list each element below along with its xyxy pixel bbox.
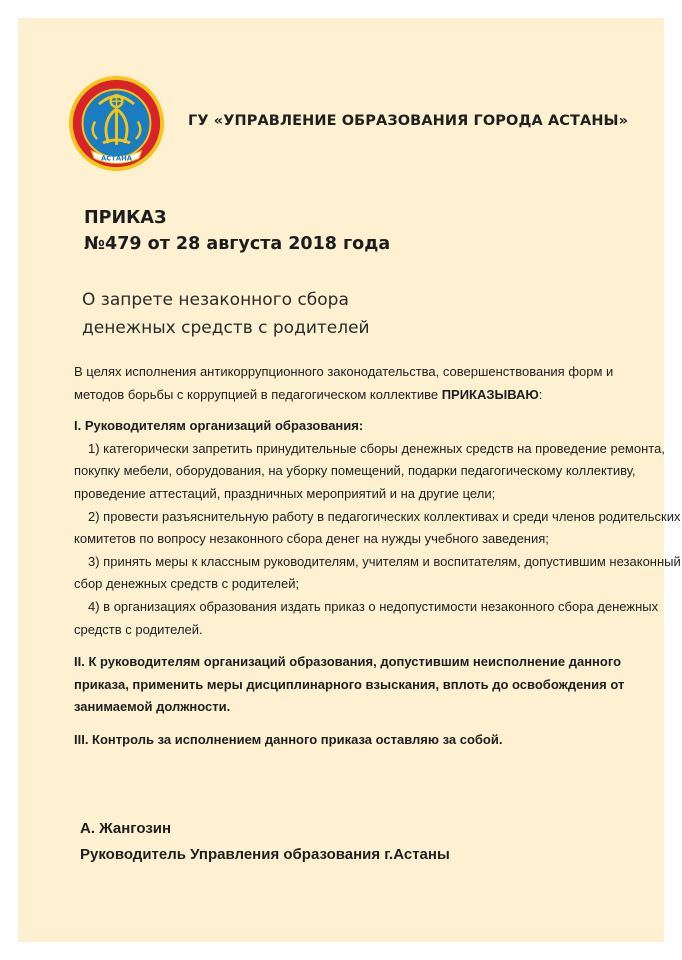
intro-line [74,384,674,407]
astana-emblem-icon [68,75,165,172]
section-3-line: III. Контроль за исполнением данного приказа оставляю за собой. [74,731,503,747]
order-body [74,361,681,752]
section-1-heading: I. Руководителям организаций образования: [74,418,364,434]
signature-block [80,816,450,868]
signatory-name: А. Жангозин [80,820,172,837]
order-subject [82,286,370,342]
section-2-line: II. К руководителям организаций образования, допустившим неисполнение данного [74,654,622,670]
item-1-line: 1) категорически запретить принудительные сборы денежных средств на проведение ремонта, [88,440,665,456]
intro-order-word: ПРИКАЗЫВАЮ [441,386,539,402]
svg-text:АСТАНА: АСТАНА [100,154,133,163]
order-title: ПРИКАЗ [84,208,167,228]
intro-text: методов борьбы с коррупцией в педагогическом коллективе [74,386,442,402]
item-4-line: 4) в организациях образования издать приказ о недопустимости незаконного сбора денежных [88,598,659,614]
intro-line: В целях исполнения антикоррупционного законодательства, совершенствования форм и [74,364,614,379]
item-3-line: сбор денежных средств с родителей; [74,576,300,592]
item-1-line: проведение аттестаций, праздничных мероприятий и на другие цели; [74,485,496,501]
item-2-line: комитетов по вопросу незаконного сбора денег на нужды учебного заведения; [74,531,549,547]
subject-line: О запрете незаконного сбора [82,290,349,310]
item-3-line: 3) принять меры к классным руководителям, учителям и воспитателям, допустившим незаконный [88,553,681,569]
organization-name: ГУ «УПРАВЛЕНИЕ ОБРАЗОВАНИЯ ГОРОДА АСТАНЫ» [188,113,629,129]
intro-colon: : [538,386,543,402]
order-number-date: №479 от 28 августа 2018 года [84,234,391,254]
item-2-line: 2) провести разъяснительную работу в педагогических коллективах и среди членов родительских [88,508,681,524]
item-1-line: покупку мебели, оборудования, на уборку помещений, подарки педагогическому коллективу, [74,463,636,479]
subject-line: денежных средств с родителей [82,318,370,338]
section-2-line: занимаемой должности. [74,699,231,715]
item-4-line: средств с родителей. [74,621,203,637]
section-2-line: приказа, применить меры дисциплинарного взыскания, вплоть до освобождения от [74,676,625,692]
document-page [18,18,681,942]
signatory-position: Руководитель Управления образования г.Астаны [80,846,450,863]
